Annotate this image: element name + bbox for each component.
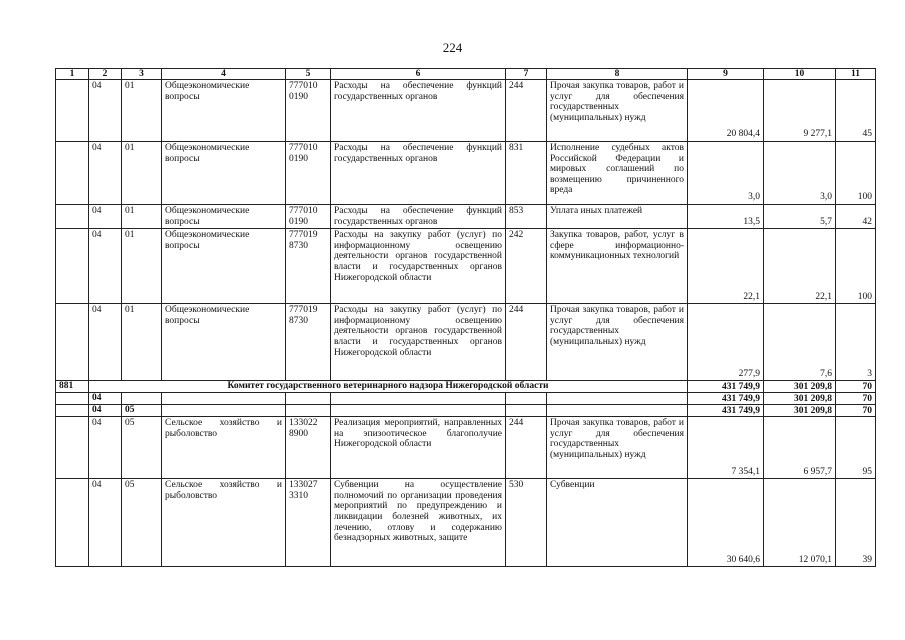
cell-c1 (56, 393, 89, 405)
subsection-row (56, 405, 876, 417)
cell-c11: 100 (836, 229, 876, 304)
header-cell: 7 (506, 69, 547, 80)
cell-c5: 133022 8900 (286, 417, 331, 479)
cell-c3: 01 (122, 205, 162, 229)
table-row (56, 80, 876, 142)
cell-c9: 13,5 (688, 205, 764, 229)
header-cell: 3 (122, 69, 162, 80)
cell-c9: 22,1 (688, 229, 764, 304)
cell-c10: 3,0 (764, 142, 836, 205)
header-row (56, 69, 876, 80)
table-row (56, 142, 876, 205)
table-row (56, 205, 876, 229)
cell-c2: 04 (89, 142, 122, 205)
cell-c10: 301 209,8 (764, 393, 836, 405)
cell-c9: 3,0 (688, 142, 764, 205)
cell-c3: 05 (122, 479, 162, 567)
cell-c10: 301 209,8 (764, 405, 836, 417)
cell-c1 (56, 80, 89, 142)
table-row (56, 229, 876, 304)
cell-c2: 04 (89, 205, 122, 229)
header-cell: 6 (331, 69, 506, 80)
cell-c9: 431 749,9 (688, 381, 764, 393)
cell-c3: 01 (122, 229, 162, 304)
cell-c5 (286, 405, 331, 417)
cell-c2: 04 (89, 229, 122, 304)
agency-code: 881 (56, 381, 89, 393)
cell-c5 (286, 393, 331, 405)
header-cell: 4 (162, 69, 286, 80)
cell-c10: 22,1 (764, 229, 836, 304)
cell-c9: 7 354,1 (688, 417, 764, 479)
cell-c7: 244 (506, 304, 547, 381)
table-row (56, 479, 876, 567)
cell-c7: 831 (506, 142, 547, 205)
cell-c7: 244 (506, 417, 547, 479)
cell-c9: 431 749,9 (688, 405, 764, 417)
table-row (56, 304, 876, 381)
cell-c11: 70 (836, 405, 876, 417)
cell-c6: Расходы на закупку работ (услуг) по информационному освещению деятельности органов государственной власти и государственных органов Нижегородской области (331, 229, 506, 304)
cell-c4: Общеэкономические вопросы (162, 80, 286, 142)
cell-c4: Общеэкономические вопросы (162, 142, 286, 205)
cell-c11: 42 (836, 205, 876, 229)
cell-c6 (331, 405, 506, 417)
table-row (56, 417, 876, 479)
cell-c5: 777010 0190 (286, 205, 331, 229)
cell-c10: 7,6 (764, 304, 836, 381)
cell-c2: 04 (89, 304, 122, 381)
cell-c7: 242 (506, 229, 547, 304)
cell-c4: Сельское хозяйство и рыболовство (162, 479, 286, 567)
cell-c4 (162, 405, 286, 417)
cell-c8: Прочая закупка товаров, работ и услуг для обеспечения государственных (муниципальных) нужд (547, 80, 688, 142)
cell-c4 (162, 393, 286, 405)
cell-c5: 777019 8730 (286, 229, 331, 304)
budget-table (55, 68, 876, 567)
cell-c6: Расходы на закупку работ (услуг) по информационному освещению деятельности органов государственной власти и государственных органов Нижегородской области (331, 304, 506, 381)
cell-c8: Уплата иных платежей (547, 205, 688, 229)
cell-c3: 01 (122, 80, 162, 142)
cell-c6: Расходы на обеспечение функций государственных органов (331, 142, 506, 205)
cell-c8: Прочая закупка товаров, работ и услуг для обеспечения государственных (муниципальных) нужд (547, 417, 688, 479)
cell-c7: 244 (506, 80, 547, 142)
cell-c1 (56, 405, 89, 417)
header-cell: 5 (286, 69, 331, 80)
cell-c10: 12 070,1 (764, 479, 836, 567)
cell-c6: Субвенции на осуществление полномочий по организации проведения мероприятий по предупреждению и ликвидации болезней животных, их лечению, отлову и содержанию безнадзорных животных, защите (331, 479, 506, 567)
cell-c1 (56, 417, 89, 479)
cell-c11: 100 (836, 142, 876, 205)
cell-c6: Расходы на обеспечение функций государственных органов (331, 80, 506, 142)
cell-c6 (331, 393, 506, 405)
cell-c8 (547, 405, 688, 417)
agency-row (56, 381, 876, 393)
cell-c11: 39 (836, 479, 876, 567)
header-cell: 8 (547, 69, 688, 80)
cell-c3: 05 (122, 405, 162, 417)
cell-c11: 45 (836, 80, 876, 142)
cell-c2: 04 (89, 80, 122, 142)
page-number: 224 (442, 40, 463, 55)
cell-c5: 133027 3310 (286, 479, 331, 567)
cell-c1 (56, 304, 89, 381)
cell-c5: 777010 0190 (286, 142, 331, 205)
cell-c10: 6 957,7 (764, 417, 836, 479)
section-row (56, 393, 876, 405)
cell-c11: 70 (836, 381, 876, 393)
cell-c11: 95 (836, 417, 876, 479)
header-cell: 1 (56, 69, 89, 80)
cell-c6: Реализация мероприятий, направленных на эпизоотическое благополучие Нижегородской области (331, 417, 506, 479)
agency-title: Комитет государственного ветеринарного надзора Нижегородской области (89, 381, 688, 393)
header-cell: 9 (688, 69, 764, 80)
cell-c5: 777010 0190 (286, 80, 331, 142)
header-cell: 2 (89, 69, 122, 80)
cell-c10: 301 209,8 (764, 381, 836, 393)
cell-c1 (56, 229, 89, 304)
cell-c8: Исполнение судебных актов Российской Федерации и мировых соглашений по возмещению причиненного вреда (547, 142, 688, 205)
cell-c1 (56, 142, 89, 205)
cell-c9: 30 640,6 (688, 479, 764, 567)
cell-c3: 01 (122, 142, 162, 205)
cell-c10: 9 277,1 (764, 80, 836, 142)
cell-c7 (506, 393, 547, 405)
cell-c2: 04 (89, 393, 122, 405)
cell-c4: Общеэкономические вопросы (162, 205, 286, 229)
cell-c3 (122, 393, 162, 405)
cell-c3: 05 (122, 417, 162, 479)
cell-c1 (56, 205, 89, 229)
cell-c11: 70 (836, 393, 876, 405)
cell-c4: Сельское хозяйство и рыболовство (162, 417, 286, 479)
cell-c8 (547, 393, 688, 405)
cell-c2: 04 (89, 479, 122, 567)
cell-c9: 277,9 (688, 304, 764, 381)
cell-c10: 5,7 (764, 205, 836, 229)
cell-c9: 20 804,4 (688, 80, 764, 142)
cell-c5: 777019 8730 (286, 304, 331, 381)
cell-c2: 04 (89, 417, 122, 479)
cell-c3: 01 (122, 304, 162, 381)
cell-c9: 431 749,9 (688, 393, 764, 405)
cell-c7: 530 (506, 479, 547, 567)
cell-c8: Субвенции (547, 479, 688, 567)
cell-c4: Общеэкономические вопросы (162, 229, 286, 304)
cell-c7: 853 (506, 205, 547, 229)
cell-c4: Общеэкономические вопросы (162, 304, 286, 381)
header-cell: 10 (764, 69, 836, 80)
cell-c8: Закупка товаров, работ, услуг в сфере информационно-коммуникационных технологий (547, 229, 688, 304)
cell-c11: 3 (836, 304, 876, 381)
cell-c6: Расходы на обеспечение функций государственных органов (331, 205, 506, 229)
cell-c8: Прочая закупка товаров, работ и услуг для обеспечения государственных (муниципальных) нужд (547, 304, 688, 381)
header-cell: 11 (836, 69, 876, 80)
cell-c7 (506, 405, 547, 417)
cell-c2: 04 (89, 405, 122, 417)
cell-c1 (56, 479, 89, 567)
